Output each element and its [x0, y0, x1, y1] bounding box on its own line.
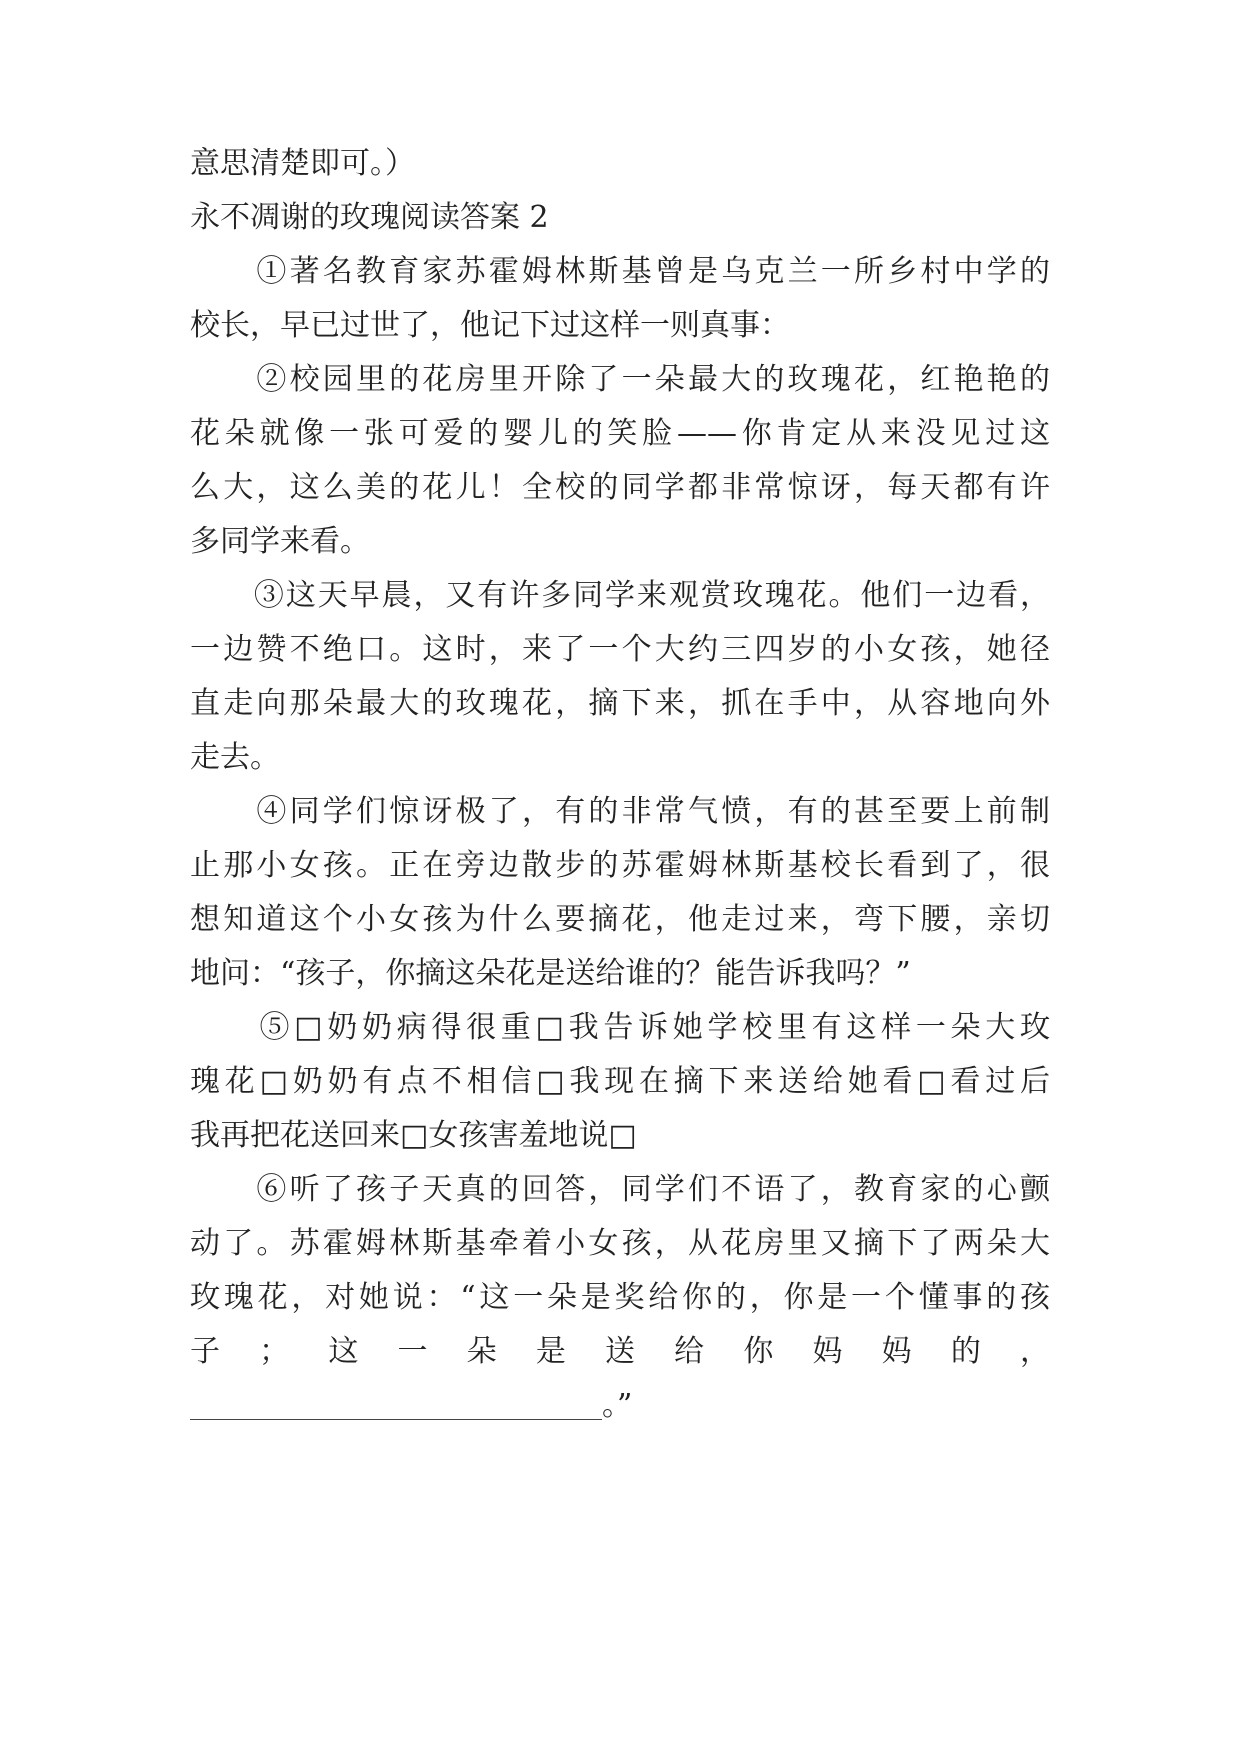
paragraph-3-line-3: 直走向那朵最大的玫瑰花，摘下来，抓在手中，从容地向外 [190, 686, 1050, 721]
answer-blank [190, 1395, 602, 1420]
paragraph-6-line-4: 子；这一朵是送给你妈妈的， [190, 1334, 1050, 1369]
paragraph-2-line-2: 花朵就像一张可爱的婴儿的笑脸——你肯定从来没见过这 [190, 416, 1050, 451]
paragraph-4-line-1: ④同学们惊讶极了，有的非常气愤，有的甚至要上前制 [190, 794, 1050, 829]
closing-quote: 。” [602, 1388, 633, 1423]
paragraph-3-line-2: 一边赞不绝口。这时，来了一个大约三四岁的小女孩，她径 [190, 632, 1050, 667]
paragraph-5-line-2: 瑰花□奶奶有点不相信□我现在摘下来送给她看□看过后 [190, 1064, 1050, 1099]
paragraph-5-line-1: ⑤□奶奶病得很重□我告诉她学校里有这样一朵大玫 [190, 1010, 1050, 1045]
paragraph-6-line-3: 玫瑰花，对她说：“这一朵是奖给你的，你是一个懂事的孩 [190, 1280, 1050, 1315]
paragraph-2-line-4: 多同学来看。 [190, 524, 370, 559]
paragraph-2-line-1: ②校园里的花房里开除了一朵最大的玫瑰花，红艳艳的 [190, 362, 1050, 397]
paragraph-3-line-1: ③这天早晨，又有许多同学来观赏玫瑰花。他们一边看， [190, 578, 1050, 613]
paragraph-4-line-2: 止那小女孩。正在旁边散步的苏霍姆林斯基校长看到了，很 [190, 848, 1050, 883]
paragraph-4-line-3: 想知道这个小女孩为什么要摘花，他走过来，弯下腰，亲切 [190, 902, 1050, 937]
section-heading: 永不凋谢的玫瑰阅读答案 2 [190, 200, 549, 235]
paragraph-6-line-5 [190, 1384, 1050, 1428]
paragraph-5-line-3: 我再把花送回来□女孩害羞地说□ [190, 1118, 637, 1153]
paragraph-2-line-3: 么大，这么美的花儿！全校的同学都非常惊讶，每天都有许 [190, 470, 1050, 505]
paragraph-4-line-4: 地问：“孩子，你摘这朵花是送给谁的？能告诉我吗？” [190, 956, 911, 991]
paragraph-1-line-2: 校长，早已过世了，他记下过这样一则真事： [190, 308, 790, 343]
paragraph-6-line-1: ⑥听了孩子天真的回答，同学们不语了，教育家的心颤 [190, 1172, 1050, 1207]
paragraph-6-line-2: 动了。苏霍姆林斯基牵着小女孩，从花房里又摘下了两朵大 [190, 1226, 1050, 1261]
paragraph-3-line-4: 走去。 [190, 740, 280, 775]
paragraph-1-line-1: ①著名教育家苏霍姆林斯基曾是乌克兰一所乡村中学的 [190, 254, 1050, 289]
text-line-1: 意思清楚即可。） [190, 146, 415, 181]
